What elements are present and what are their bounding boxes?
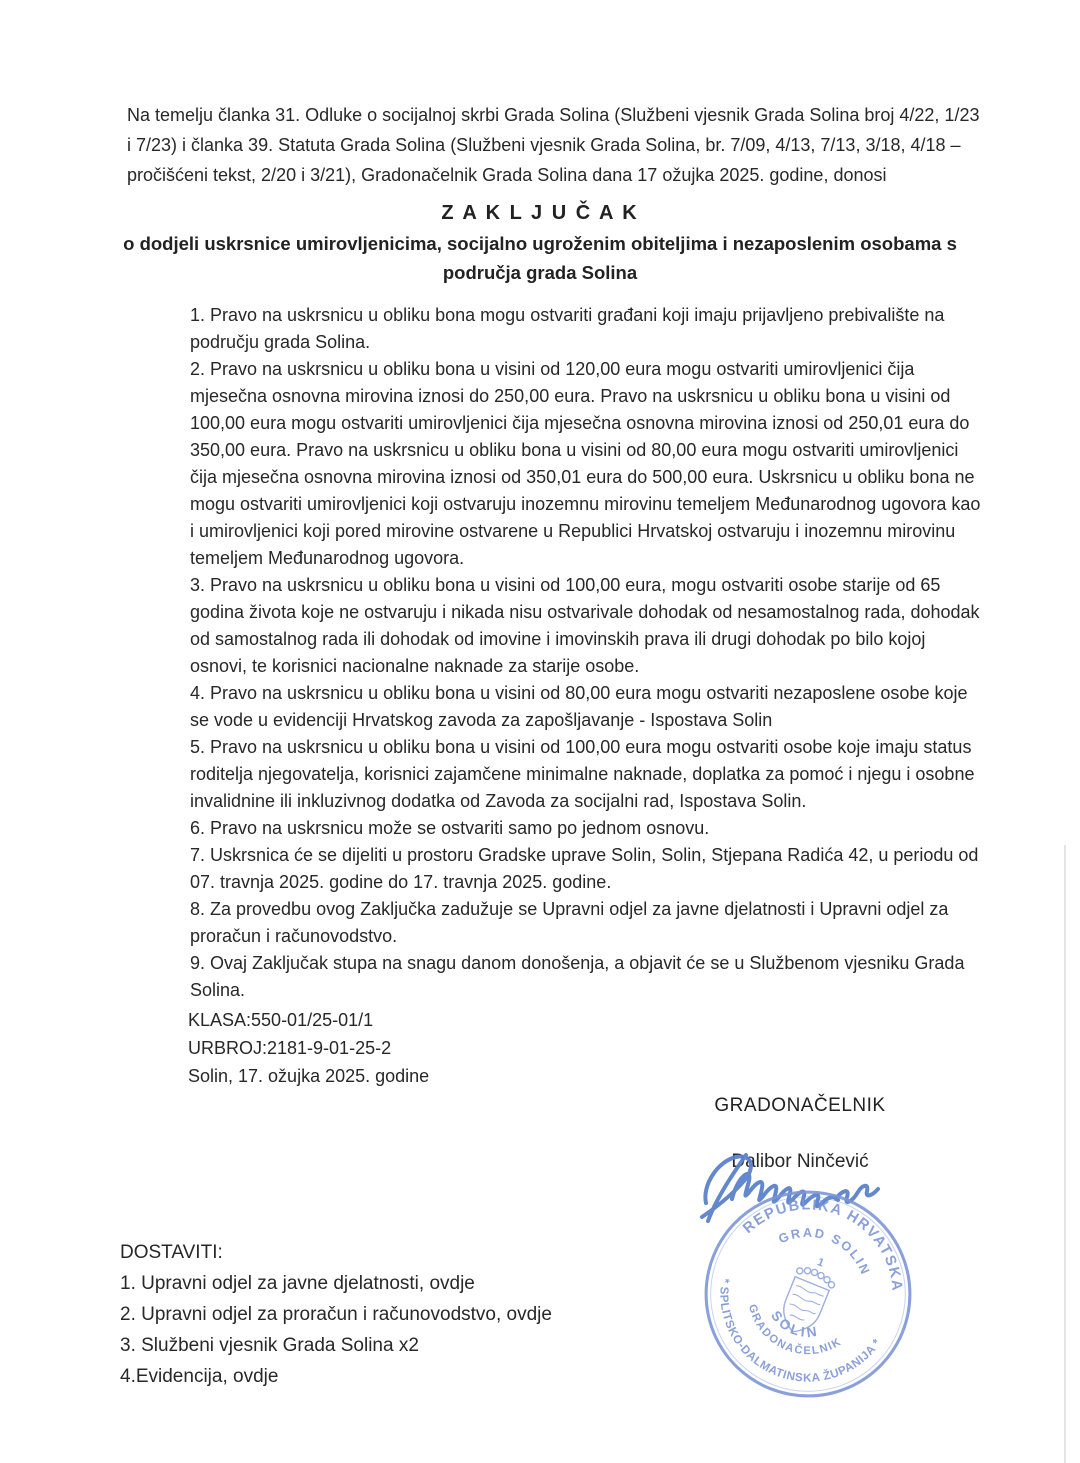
urbroj-number: URBROJ:2181-9-01-25-2	[188, 1038, 392, 1058]
decision-item-4: 4. Pravo na uskrsnicu u obliku bona u visini od 80,00 eura mogu ostvariti nezaposlene osobe koje se vode u evidenciji Hrvatskog zavoda za zapošljavanje - Ispostava Solin	[190, 683, 973, 730]
decision-item-2: 2. Pravo na uskrsnicu u obliku bona u visini od 120,00 eura mogu ostvariti umirovljenici čija mjesečna osnovna mirovina iznosi do 250,00 eura. Pravo na uskrsnicu u obliku bona u visini od 100,00 eura mogu ostvariti umirovljenici čija mjesečna osnovna mirovina iznosi od 250,01 eura do 350,00 eura. Pravo na uskrsnicu u obliku bona u visini od 80,00 eura mogu ostvariti umirovljenici čija mjesečna osnovna mirovina iznosi od 350,01 eura do 500,00 eura. Uskrsnicu u obliku bona ne mogu ostvariti umirovljenici koji ostvaruju inozemnu mirovinu temeljem Međunarodnog ugovora kao i umirovljenici koji pored mirovine ostvarene u Republici Hrvatskoj ostvaruju i inozemnu mirovinu temeljem Međunarodnog ugovora.	[190, 359, 986, 568]
distribution-item-1: 1. Upravni odjel za javne djelatnosti, ovdje	[120, 1273, 475, 1294]
decision-item-7: 7. Uskrsnica će se dijeliti u prostoru Gradske uprave Solin, Solin, Stjepana Radića 42, u periodu od 07. travnja 2025. godine do 17. travnja 2025. godine.	[190, 845, 989, 892]
stamp-outer-ring	[700, 1186, 916, 1402]
official-round-stamp-icon	[700, 1186, 916, 1402]
decision-item-3: 3. Pravo na uskrsnicu u obliku bona u visini od 100,00 eura, mogu ostvariti osobe starije od 65 godina života koje ne ostvaruju i nikada nisu ostvarivale dohodak od nesamostalnog rada, dohodak od samostalnog rada ili dohodak od imovine i imovinskih prava ili drugi dohodak po bilo kojoj osnovi, te korisnici nacionalne naknade za starije osobe.	[190, 575, 985, 676]
stamp-text-mayor: GRADONAČELNIK	[745, 1303, 845, 1358]
stamp-inner-ring	[700, 1186, 916, 1402]
signer-role: GRADONAČELNIK	[714, 1095, 886, 1116]
distribution-item-3: 3. Službeni vjesnik Grada Solina x2	[120, 1335, 419, 1356]
decision-item-1: 1. Pravo na uskrsnicu u obliku bona mogu ostvariti građani koji imaju prijavljeno prebivalište na području grada Solina.	[190, 305, 950, 352]
scan-edge-artifact	[1064, 845, 1066, 1463]
registry-block	[188, 1006, 1080, 1090]
preamble-paragraph: Na temelju članka 31. Odluke o socijalnoj skrbi Grada Solina (Službeni vjesnik Grada Solina broj 4/22, 1/23 i 7/23) i članka 39. Statuta Grada Solina (Službeni vjesnik Grada Solina, br. 7/09, 4/13, 7/13, 3/18, 4/18 – pročišćeni tekst, 2/20 i 3/21), Gradonačelnik Grada Solina dana 17 ožujka 2025. godine, donosi	[127, 105, 985, 185]
decision-items	[190, 302, 989, 1004]
decision-item-6: 6. Pravo na uskrsnicu može se ostvariti samo po jednom osnovu.	[190, 818, 710, 838]
document-title: Z A K L J U Č A K	[441, 202, 639, 224]
decision-item-9: 9. Ovaj Zaključak stupa na snagu danom donošenja, a objavit će se u Službenom vjesniku Grada Solina.	[190, 953, 970, 1000]
stamp-text-solin: SOLIN	[768, 1308, 821, 1341]
stamp-number: 1	[815, 1256, 826, 1270]
stamp-text-county: * SPLITSKO-DALMATINSKA ŽUPANIJA *	[717, 1277, 884, 1385]
signer-name: Dalibor Ninčević	[731, 1151, 869, 1172]
distribution-item-4: 4.Evidencija, ovdje	[120, 1366, 279, 1387]
stamp-text-grad-solin: GRAD SOLIN	[776, 1224, 874, 1278]
place-and-date: Solin, 17. ožujka 2025. godine	[188, 1066, 430, 1086]
decision-item-5: 5. Pravo na uskrsnicu u obliku bona u visini od 100,00 eura mogu ostvariti osobe koje imaju status roditelja njegovatelja, korisnici zajamčene minimalne naknade, doplatka za pomoć i njegu i osobne invalidnine ili inkluzivnog dodatka od Zavoda za socijalni rad, Ispostava Solin.	[190, 737, 980, 811]
stamp-text-republic: REPUBLIKA HRVATSKA	[740, 1197, 905, 1293]
klasa-number: KLASA:550-01/25-01/1	[188, 1010, 374, 1030]
document-subtitle: o dodjeli uskrsnice umirovljenicima, socijalno ugroženim obiteljima i nezaposlenim osobama s područja grada Solina	[123, 233, 957, 283]
distribution-item-2: 2. Upravni odjel za proračun i računovodstvo, ovdje	[120, 1304, 552, 1325]
signature-and-distribution-section	[0, 1085, 1080, 1463]
distribution-heading: DOSTAVITI:	[120, 1242, 223, 1263]
decision-item-8: 8. Za provedbu ovog Zaključka zadužuje se Upravni odjel za javne djelatnosti i Upravni odjel za proračun i računovodstvo.	[190, 899, 954, 946]
distribution-list	[120, 1237, 552, 1392]
